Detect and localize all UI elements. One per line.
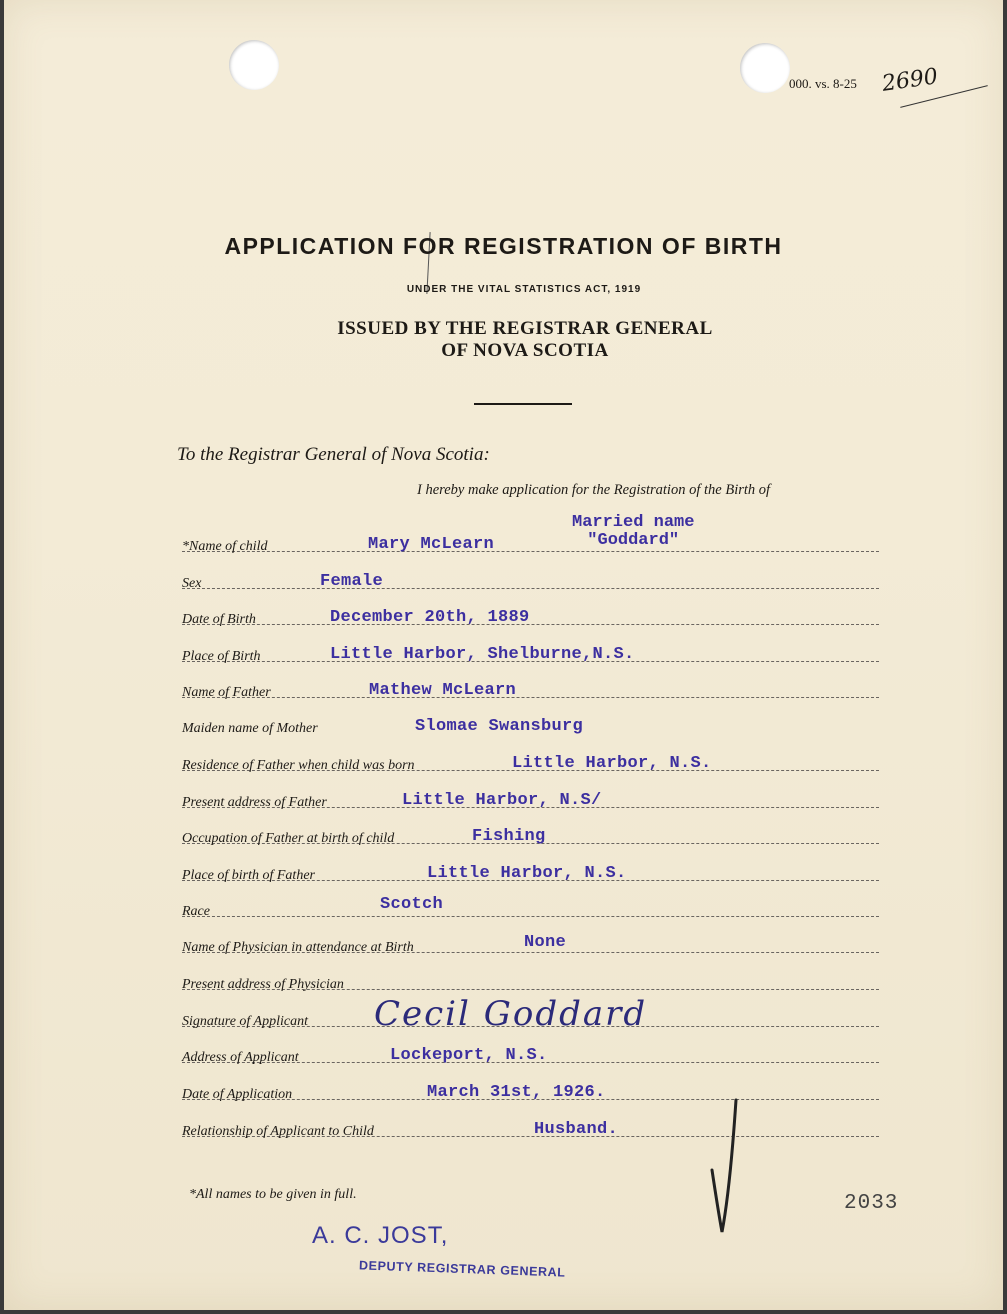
field-occupation-father: [182, 823, 879, 847]
field-value: Mathew McLearn: [369, 681, 517, 700]
married-name-value: "Goddard": [587, 531, 680, 550]
stamp-name: A. C. JOST,: [312, 1222, 449, 1249]
field-value: None: [524, 933, 567, 952]
field-label: Place of Birth: [182, 649, 261, 664]
field-label: Name of Father: [182, 685, 271, 700]
field-value: Little Harbor, N.S/: [402, 791, 602, 810]
field-label: Address of Applicant: [182, 1050, 299, 1065]
field-value: March 31st, 1926.: [427, 1083, 606, 1102]
field-label: Maiden name of Mother: [182, 721, 318, 736]
field-residence-father: [182, 750, 879, 774]
field-label: Name of Physician in attendance at Birth: [182, 940, 414, 955]
field-date-of-application: [182, 1079, 879, 1103]
field-value: Slomae Swansburg: [415, 717, 584, 736]
field-name-of-father: [182, 677, 879, 701]
issuer-line-1: ISSUED BY THE REGISTRAR GENERAL: [337, 318, 713, 339]
field-present-address-father: [182, 787, 879, 811]
field-label: Residence of Father when child was born: [182, 758, 415, 773]
page-title: APPLICATION FOR REGISTRATION OF BIRTH: [224, 233, 783, 259]
field-value: Fishing: [472, 827, 546, 846]
field-label: Present address of Father: [182, 795, 327, 810]
declaration: I hereby make application for the Registration of the Birth of: [417, 482, 771, 498]
field-label: *Name of child: [182, 539, 268, 554]
footnote: *All names to be given in full.: [189, 1187, 357, 1202]
register-number: 2033: [844, 1192, 899, 1215]
field-applicant-address: [182, 1042, 879, 1066]
punch-hole-right: [740, 43, 790, 93]
field-place-of-birth: [182, 641, 879, 665]
addressee: To the Registrar General of Nova Scotia:: [177, 444, 490, 465]
field-place-birth-father: [182, 860, 879, 884]
field-label: Signature of Applicant: [182, 1014, 308, 1029]
field-physician-name: [182, 932, 879, 956]
field-value: Lockeport, N.S.: [390, 1046, 548, 1065]
handwritten-number: 2690: [880, 64, 940, 97]
issuer-heading: [4, 318, 1007, 362]
title-rule: [474, 403, 572, 405]
stamp-title: DEPUTY REGISTRAR GENERAL: [358, 1258, 566, 1280]
field-label: Race: [182, 904, 210, 919]
check-mark-icon: [708, 1090, 748, 1240]
field-name-of-child: [182, 531, 879, 555]
field-label: Date of Application: [182, 1087, 293, 1102]
field-label: Sex: [182, 576, 202, 591]
document-page: [4, 0, 1003, 1310]
field-relationship: [182, 1116, 879, 1140]
field-value: Little Harbor, N.S.: [512, 754, 712, 773]
field-value: Scotch: [380, 895, 444, 914]
married-name-label: Married name: [572, 513, 695, 532]
field-race: [182, 896, 879, 920]
field-label: Date of Birth: [182, 612, 256, 627]
field-date-of-birth: [182, 604, 879, 628]
field-value: Little Harbor, N.S.: [427, 864, 627, 883]
act-subtitle: UNDER THE VITAL STATISTICS ACT, 1919: [406, 284, 642, 295]
field-maiden-name-mother: [182, 713, 879, 737]
field-value: Female: [320, 572, 384, 591]
field-value: Husband.: [534, 1120, 619, 1139]
field-label: Present address of Physician: [182, 977, 344, 992]
applicant-signature: Cecil Goddard: [374, 994, 648, 1034]
field-label: Occupation of Father at birth of child: [182, 831, 395, 846]
field-value: Mary McLearn: [368, 535, 495, 554]
field-label: Place of birth of Father: [182, 868, 315, 883]
form-code: 000. vs. 8-25: [789, 76, 857, 91]
field-physician-address: [182, 969, 879, 993]
field-value: Little Harbor, Shelburne,N.S.: [330, 645, 635, 664]
field-value: December 20th, 1889: [330, 608, 530, 627]
punch-hole-left: [229, 40, 279, 90]
field-label: Relationship of Applicant to Child: [182, 1124, 374, 1139]
issuer-line-2: OF NOVA SCOTIA: [441, 340, 609, 361]
field-sex: [182, 568, 879, 592]
